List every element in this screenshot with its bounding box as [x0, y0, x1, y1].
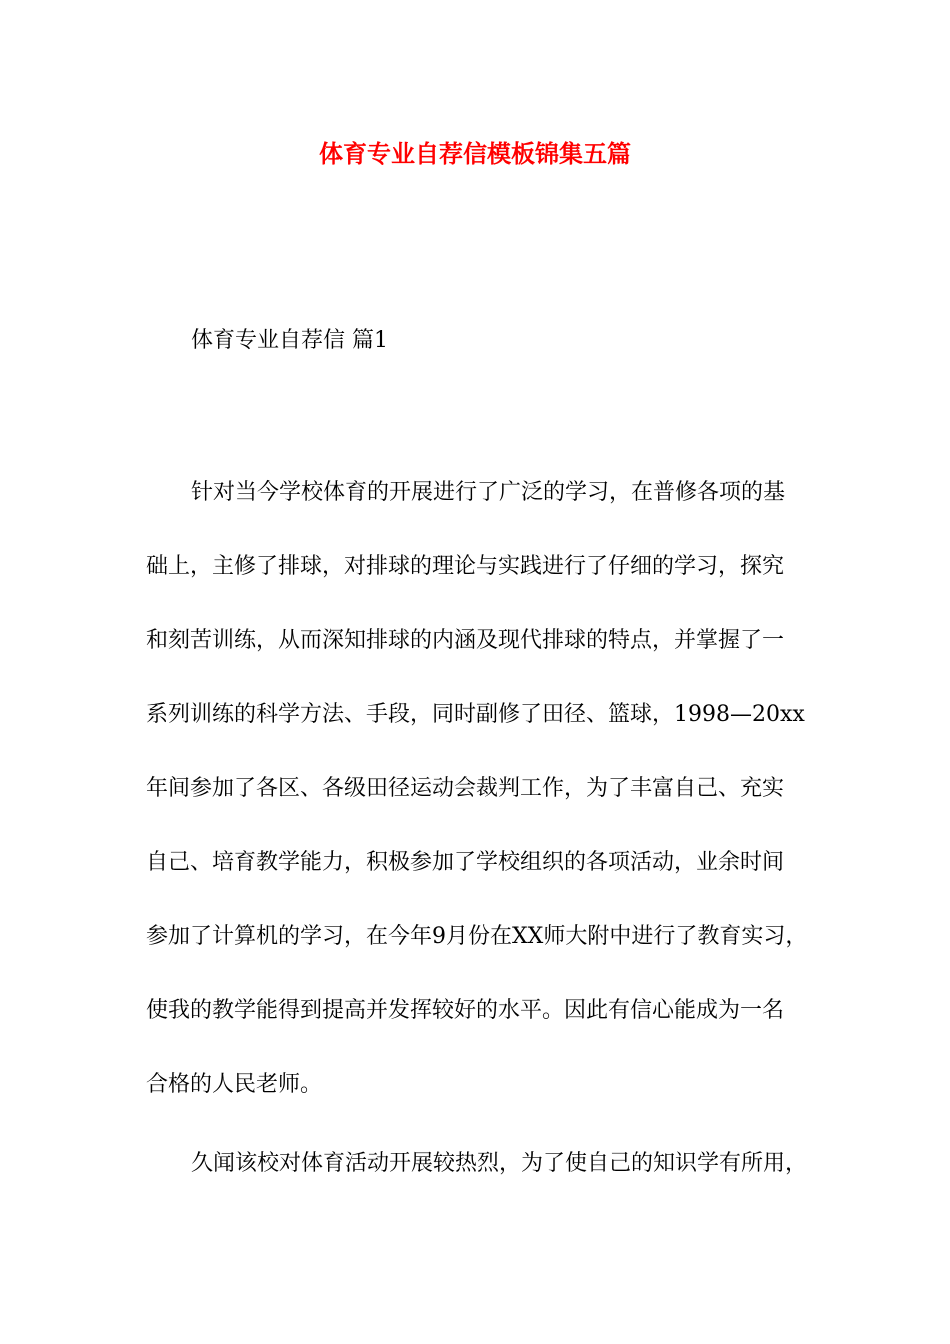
paragraph-line: 针对当今学校体育的开展进行了广泛的学习，在普修各项的基 — [191, 480, 786, 505]
paragraph-line: 系列训练的科学方法、手段，同时副修了田径、篮球，1998—20xx — [146, 702, 805, 727]
paragraph-line: 参加了计算机的学习，在今年9月份在XX师大附中进行了教育实习， — [146, 924, 808, 949]
document-title: 体育专业自荐信模板锦集五篇 — [319, 139, 631, 168]
paragraph-line: 久闻该校对体育活动开展较热烈，为了使自己的知识学有所用， — [191, 1151, 808, 1176]
paragraph-line: 合格的人民老师。 — [146, 1072, 323, 1097]
section-heading: 体育专业自荐信 篇1 — [191, 328, 388, 353]
paragraph-line: 使我的教学能得到提高并发挥较好的水平。因此有信心能成为一名 — [146, 998, 785, 1023]
paragraph-line: 础上，主修了排球，对排球的理论与实践进行了仔细的学习，探究 — [146, 554, 785, 579]
paragraph-2 — [146, 1147, 814, 1221]
paragraph-1 — [146, 476, 814, 1142]
paragraph-line: 年间参加了各区、各级田径运动会裁判工作，为了丰富自己、充实 — [146, 776, 785, 801]
paragraph-line: 自己、培育教学能力，积极参加了学校组织的各项活动，业余时间 — [146, 850, 785, 875]
paragraph-line: 和刻苦训练，从而深知排球的内涵及现代排球的特点，并掌握了一 — [146, 628, 785, 653]
